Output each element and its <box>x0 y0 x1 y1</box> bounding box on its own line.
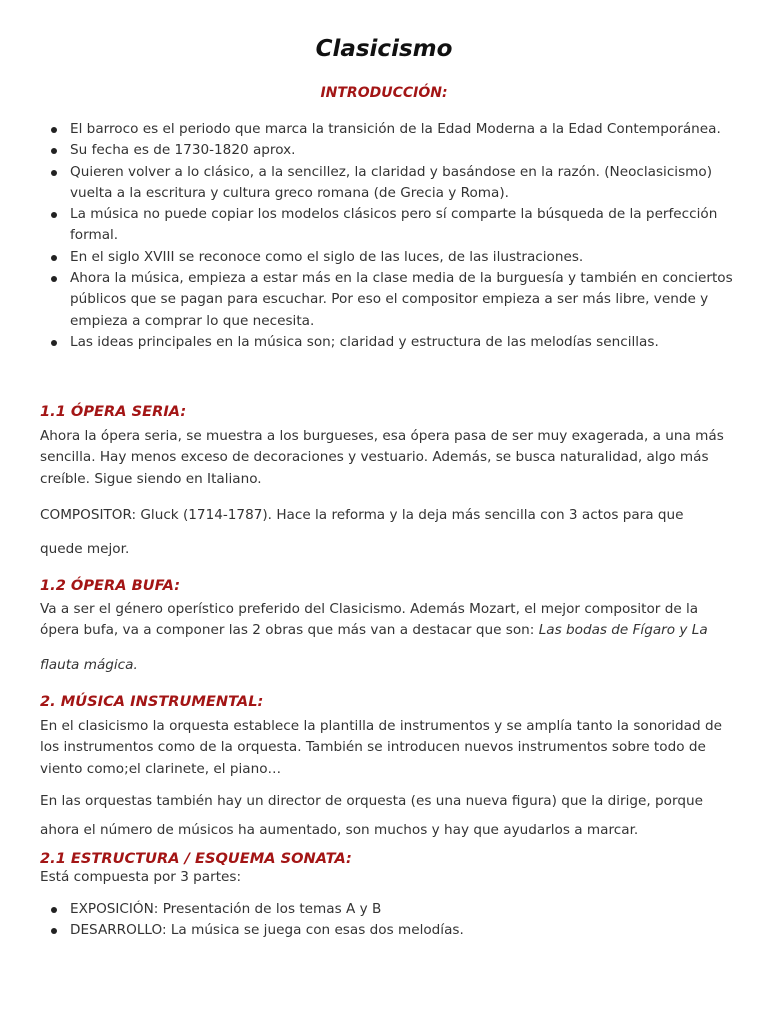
list-item-text: En el siglo XVIII se reconoce como el siglo de las luces, de las ilustraciones. <box>70 248 584 265</box>
musica-instrumental-heading: 2. MÚSICA INSTRUMENTAL: <box>40 693 264 710</box>
list-item <box>50 268 740 332</box>
list-item <box>50 140 740 161</box>
opera-seria-composer-line-2: quede mejor. <box>40 541 130 557</box>
list-item <box>50 204 740 247</box>
musica-instrumental-director-line-1: En las orquestas también hay un director de orquesta (es una nueva figura) que la dirige, porque <box>40 793 703 809</box>
opera-bufa-heading: 1.2 ÓPERA BUFA: <box>40 577 181 594</box>
list-item-text: EXPOSICIÓN: Presentación de los temas A y B <box>70 901 382 917</box>
opera-bufa-works-italic: Las bodas de Fígaro y La <box>538 622 708 639</box>
list-item <box>50 920 740 941</box>
list-item-text: Su fecha es de 1730-1820 aprox. <box>70 142 296 159</box>
opera-seria-heading: 1.1 ÓPERA SERIA: <box>40 403 187 420</box>
document-title: Clasicismo <box>315 36 453 62</box>
opera-seria-composer-line-1: COMPOSITOR: Gluck (1714-1787). Hace la reforma y la deja más sencilla con 3 actos para que <box>40 507 684 523</box>
bullet-icon <box>51 170 57 176</box>
list-item <box>50 119 740 140</box>
list-item <box>50 247 740 268</box>
list-item-text: Ahora la música, empieza a estar más en la clase media de la burguesía y también en conciertos públicos que se pagan para escuchar. Por eso el compositor empieza a ser más libre, vende y empieza a comprar lo que necesita. <box>70 270 733 329</box>
bullet-icon <box>51 212 57 218</box>
opera-seria-paragraph: Ahora la ópera seria, se muestra a los burgueses, esa ópera pasa de ser muy exagerada, a una más sencilla. Hay menos exceso de decoraciones y vestuario. Además, se busca naturalidad, algo más creíble. Sigue siendo en Italiano. <box>40 428 724 487</box>
list-item <box>50 162 740 205</box>
sonata-intro: Está compuesta por 3 partes: <box>40 869 242 885</box>
opera-bufa-works-italic-2: flauta mágica. <box>40 657 138 673</box>
bullet-icon <box>51 276 57 282</box>
opera-bufa-works-line-2 <box>40 655 730 676</box>
bullet-icon <box>51 340 57 346</box>
intro-bullet-list <box>50 119 740 353</box>
sonata-heading: 2.1 ESTRUCTURA / ESQUEMA SONATA: <box>40 850 352 867</box>
musica-instrumental-director-line-2: ahora el número de músicos ha aumentado, son muchos y hay que ayudarlos a marcar. <box>40 822 639 838</box>
list-item-text: El barroco es el periodo que marca la transición de la Edad Moderna a la Edad Contemporánea. <box>70 121 721 137</box>
sonata-bullet-list <box>50 899 740 942</box>
list-item-text: La música no puede copiar los modelos clásicos pero sí comparte la búsqueda de la perfección formal. <box>70 206 718 244</box>
list-item <box>50 332 740 353</box>
bullet-icon <box>51 148 57 154</box>
list-item <box>50 899 740 920</box>
bullet-icon <box>51 907 57 913</box>
list-item-text: Quieren volver a lo clásico, a la sencillez, la claridad y basándose en la razón. (Neoclasicismo) vuelta a la escritura y cultura greco romana (de Grecia y Roma). <box>70 163 713 201</box>
list-item-text: Las ideas principales en la música son; claridad y estructura de las melodías sencillas. <box>70 333 659 350</box>
intro-heading: INTRODUCCIÓN: <box>320 85 448 101</box>
bullet-icon <box>51 928 57 934</box>
opera-bufa-paragraph <box>40 599 730 642</box>
bullet-icon <box>51 255 57 261</box>
opera-bufa-text: Va a ser el género operístico preferido del Clasicismo. Además Mozart, el mejor compositor de la ópera bufa, va a componer las 2 obras que más van a destacar que son: <box>40 601 699 639</box>
bullet-icon <box>51 127 57 133</box>
list-item-text: DESARROLLO: La música se juega con esas dos melodías. <box>70 922 464 939</box>
musica-instrumental-paragraph: En el clasicismo la orquesta establece la plantilla de instrumentos y se amplía tanto la sonoridad de los instrumentos como de la orquesta. También se introducen nuevos instrumentos sobre todo de viento como;el clarinete, el piano… <box>40 718 722 777</box>
